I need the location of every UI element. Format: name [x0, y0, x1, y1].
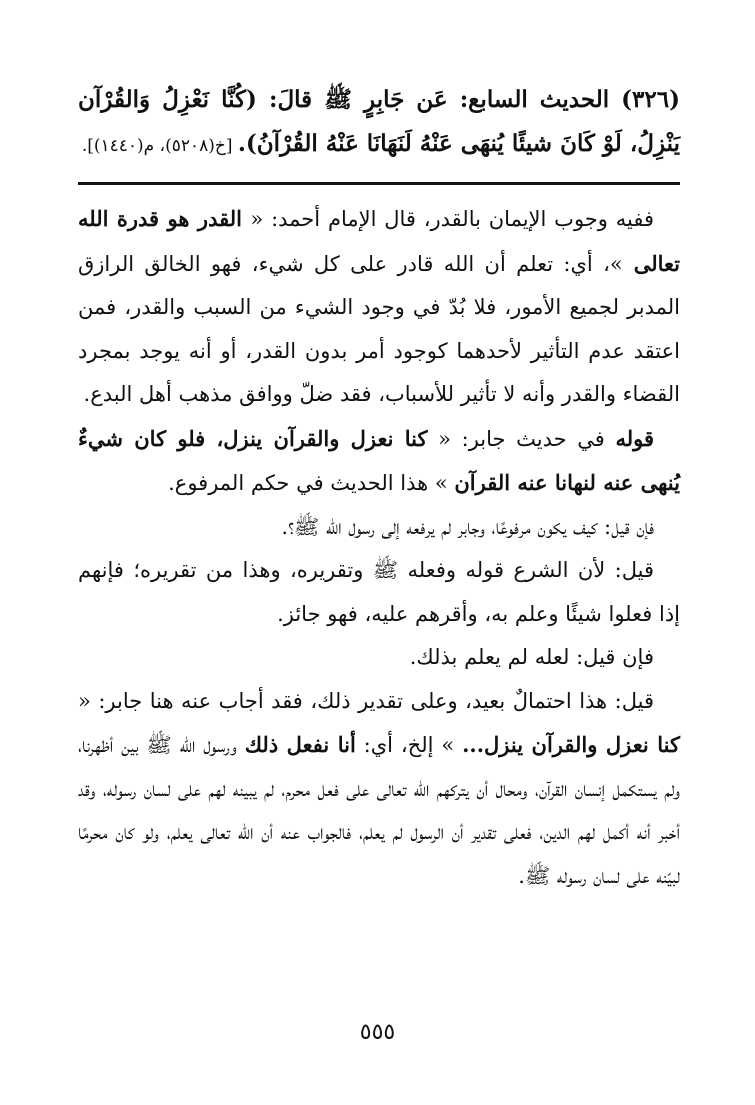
p2-bold: كنا نعزل والقرآن ينزل، فلو كان شيءٌ يُنهى عنه لنهانا عنه القرآن — [78, 425, 680, 495]
p2-mid: في حديث جابر: « — [427, 426, 616, 451]
hadith-source: [خ(٥٢٠٨)، م(١٤٤٠)]. — [81, 136, 238, 156]
page-content — [78, 78, 680, 898]
p1-bold: القدر هو قدرة الله تعالى — [78, 206, 680, 276]
p6-after: ورسول الله ﷺ بين أظهرنا، ولم يستكمل إنسان القرآن، ومحال أن يتركهم الله تعالى على فعل محرم، لم يبينه لهم على لسان رسوله، وقد أخبر أنه أكمل لهم الدين، فعلى تقدير أن الرسول لم يعلم، فالجواب عنه أن الله تعالى يعلم، ولو كان محرمًا لبيّنه على لسان رسوله ﷺ. — [78, 733, 680, 888]
paragraph-3: فإن قيل: كيف يكون مرفوعًا، وجابر لم يرفعه إلى رسول الله ﷺ؟. — [281, 514, 654, 539]
p6-bold-1: كنا نعزل والقرآن ينزل... — [462, 732, 680, 757]
p1-after: »، أي: تعلم أن الله قادر على كل شيء، فهو الخالق الرازق المدبر لجميع الأمور، فلا بُدّ في وجود الشيء من السبب والقدر، فمن اعتقد عدم التأثير لأحدهما كوجود أمر بدون القدر، أو أنه يوجد بمجرد القضاء والقدر وأنه لا تأثير للأسباب، فقد ضلّ ووافق مذهب أهل البدع. — [78, 251, 680, 406]
p6-bold-2: أنا نفعل ذلك — [244, 732, 356, 757]
paragraph-5: فإن قيل: لعله لم يعلم بذلك. — [409, 645, 654, 669]
p1-before: ففيه وجوب الإيمان بالقدر، قال الإمام أحمد: « — [250, 207, 654, 231]
hadith-text — [78, 78, 680, 168]
page-number: ٥٥٥ — [359, 1020, 396, 1045]
p2-after: » هذا الحديث في حكم المرفوع. — [168, 471, 455, 495]
paragraph-6 — [78, 680, 680, 899]
paragraph-4: قيل: لأن الشرع قوله وفعله ﷺ وتقريره، وهذا من تقريره؛ فإنهم إذا فعلوا شيئًا وعلم به، وأقرهم عليه، فهو جائز. — [78, 558, 680, 626]
paragraph-2 — [78, 417, 680, 506]
paragraph-1 — [78, 197, 680, 417]
p2-lead: قوله — [615, 425, 654, 451]
hadith-quote: (كُنَّا نَعْزِلُ وَالقُرْآن يَنْزِلُ، لَوْ كَانَ شيئًا يُنهَى عَنْهُ لَنَهَانَا عَنْهُ القُرْآنُ). — [78, 86, 680, 157]
separator-rule — [78, 182, 680, 185]
p6-mid: » إلخ، أي: — [355, 733, 463, 757]
p6-before: قيل: هذا احتمالٌ بعيد، وعلى تقدير ذلك، فقد أجاب عنه هنا جابر: « — [78, 688, 654, 713]
hadith-intro: (٣٢٦) الحديث السابع: عَن جَابِرٍ ﷺ قالَ: — [256, 86, 680, 113]
